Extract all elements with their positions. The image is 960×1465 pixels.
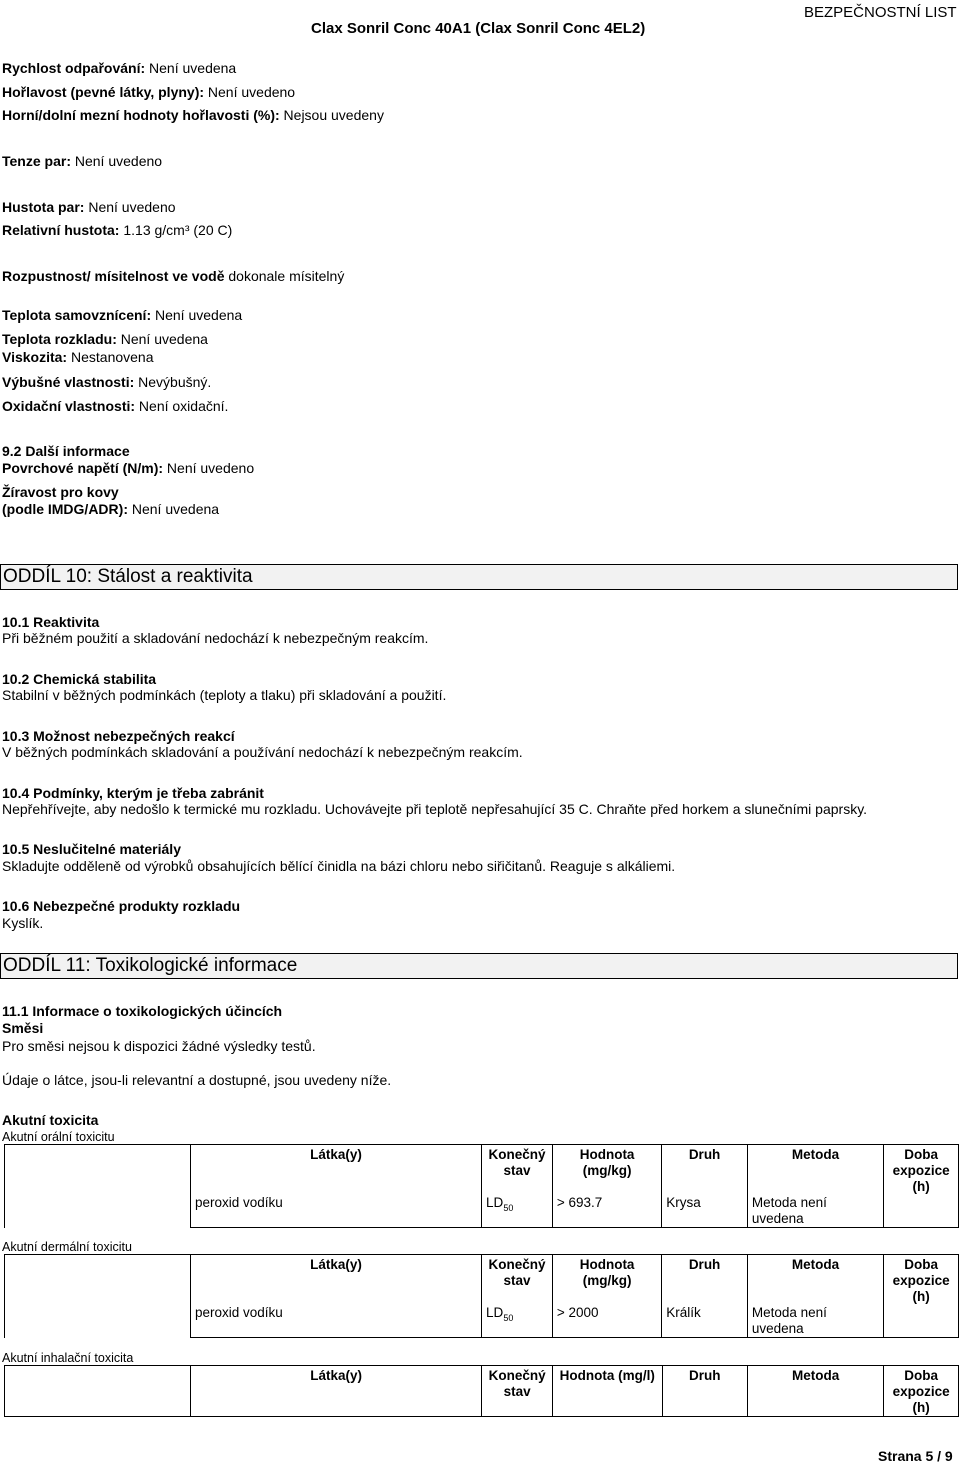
prop-line: Výbušné vlastnosti: Nevýbušný. (2, 374, 212, 390)
prop-line: Oxidační vlastnosti: Není oxidační. (2, 398, 229, 414)
document-type: BEZPEČNOSTNÍ LIST (804, 4, 957, 21)
prop-line: Teplota samovznícení: Není uvedena (2, 307, 243, 323)
col-method: Metoda (747, 1366, 883, 1417)
prop-line: Tenze par: Není uvedeno (2, 153, 163, 169)
subsection-heading: 11.1 Informace o toxikologických účincích (2, 1003, 283, 1019)
dermal-toxicity-table (4, 1254, 959, 1338)
col-method: Metoda (747, 1255, 883, 1306)
cell-value: > 2000 (552, 1305, 661, 1338)
cell-species: Krysa (662, 1195, 748, 1228)
cell-exposure (884, 1305, 959, 1338)
oral-toxicity-table (4, 1144, 959, 1228)
prop-line: Horní/dolní mezní hodnoty hořlavosti (%): Nejsou uvedeny (2, 107, 384, 123)
product-name: Clax Sonril Conc 40A1 (Clax Sonril Conc 4EL2) (311, 20, 646, 37)
subsection-text: V běžných podmínkách skladování a používání nedochází k nebezpečným reakcím. (2, 744, 523, 760)
prop-line: Relativní hustota: 1.13 g/cm³ (20 C) (2, 222, 233, 238)
col-species: Druh (662, 1366, 747, 1417)
section-10-header: ODDÍL 10: Stálost a reaktivita (0, 564, 958, 590)
prop-line: Hořlavost (pevné látky, plyny): Není uvedeno (2, 84, 296, 100)
col-substance: Látka(y) (190, 1255, 481, 1306)
col-value: Hodnota (mg/kg) (552, 1145, 661, 1196)
prop-line: Hustota par: Není uvedeno (2, 199, 176, 215)
col-exposure: Doba expozice (h) (884, 1366, 959, 1417)
mixtures-heading: Směsi (2, 1020, 44, 1036)
col-method: Metoda (747, 1145, 883, 1196)
corrosivity-line: (podle IMDG/ADR): Není uvedena (2, 501, 220, 517)
prop-line: Rozpustnost/ mísitelnost ve vodě dokonale mísitelný (2, 268, 345, 284)
prop-line: Rychlost odpařování: Není uvedena (2, 60, 237, 76)
table-caption-inhalation: Akutní inhalační toxicita (2, 1351, 134, 1365)
section-11-header: ODDÍL 11: Toxikologické informace (0, 953, 958, 979)
mixtures-text: Pro směsi nejsou k dispozici žádné výsledky testů. (2, 1038, 316, 1054)
table-blank-cell (5, 1366, 191, 1417)
prop-line: Viskozita: Nestanovena (2, 349, 154, 365)
subsection-heading: 10.1 Reaktivita (2, 614, 100, 630)
subsection-heading: 10.2 Chemická stabilita (2, 671, 157, 687)
cell-method: Metoda není uvedena (747, 1305, 883, 1338)
cell-exposure (884, 1195, 959, 1228)
prop-line: Teplota rozkladu: Není uvedena (2, 331, 208, 347)
col-substance: Látka(y) (191, 1366, 482, 1417)
subsection-text: Nepřehřívejte, aby nedošlo k termické mu rozkladu. Uchovávejte při teplotě nepřesahující 35 C. Chraňte před horkem a slunečními paprsky. (2, 801, 868, 817)
subsection-heading: 10.6 Nebezpečné produkty rozkladu (2, 898, 241, 914)
subsection-heading: 10.4 Podmínky, kterým je třeba zabránit (2, 785, 264, 801)
cell-substance: peroxid vodíku (190, 1305, 481, 1338)
col-species: Druh (662, 1255, 748, 1306)
subsection-heading: 10.3 Možnost nebezpečných reakcí (2, 728, 235, 744)
col-endpoint: Konečný stav (482, 1255, 553, 1306)
cell-value: > 693.7 (552, 1195, 661, 1228)
subsection-text: Stabilní v běžných podmínkách (teploty a tlaku) při skladování a použití. (2, 687, 447, 703)
surface-tension-line: Povrchové napětí (N/m): Není uvedeno (2, 460, 255, 476)
cell-endpoint: $LD_{50}$ (482, 1195, 553, 1228)
table-blank-cell (5, 1145, 191, 1228)
inhalation-toxicity-table (4, 1365, 959, 1417)
cell-method: Metoda není uvedena (747, 1195, 883, 1228)
cell-species: Králík (662, 1305, 748, 1338)
cell-substance: peroxid vodíku (190, 1195, 481, 1228)
subsection-text: Skladujte odděleně od výrobků obsahujících bělící činidla na bázi chloru nebo siřičitanů. Reaguje s alkáliemi. (2, 858, 676, 874)
col-exposure: Doba expozice (h) (884, 1255, 959, 1306)
col-value: Hodnota (mg/l) (553, 1366, 662, 1417)
section-9-2-heading: 9.2 Další informace (2, 443, 130, 459)
table-caption-dermal: Akutní dermální toxicitu (2, 1240, 132, 1254)
table-caption-oral: Akutní orální toxicitu (2, 1130, 115, 1144)
col-value: Hodnota (mg/kg) (552, 1255, 661, 1306)
col-exposure: Doba expozice (h) (884, 1145, 959, 1196)
substance-text: Údaje o látce, jsou-li relevantní a dostupné, jsou uvedeny níže. (2, 1072, 392, 1088)
col-endpoint: Konečný stav (482, 1366, 553, 1417)
col-substance: Látka(y) (190, 1145, 481, 1196)
page-number: Strana 5 / 9 (878, 1448, 953, 1464)
corrosivity-label: Žíravost pro kovy (2, 484, 119, 500)
col-endpoint: Konečný stav (482, 1145, 553, 1196)
cell-endpoint: $LD_{50}$ (482, 1305, 553, 1338)
acute-toxicity-heading: Akutní toxicita (2, 1112, 99, 1128)
subsection-text: Při běžném použití a skladování nedochází k nebezpečným reakcím. (2, 630, 429, 646)
subsection-text: Kyslík. (2, 915, 44, 931)
subsection-heading: 10.5 Neslučitelné materiály (2, 841, 181, 857)
table-blank-cell (5, 1255, 191, 1338)
col-species: Druh (662, 1145, 748, 1196)
